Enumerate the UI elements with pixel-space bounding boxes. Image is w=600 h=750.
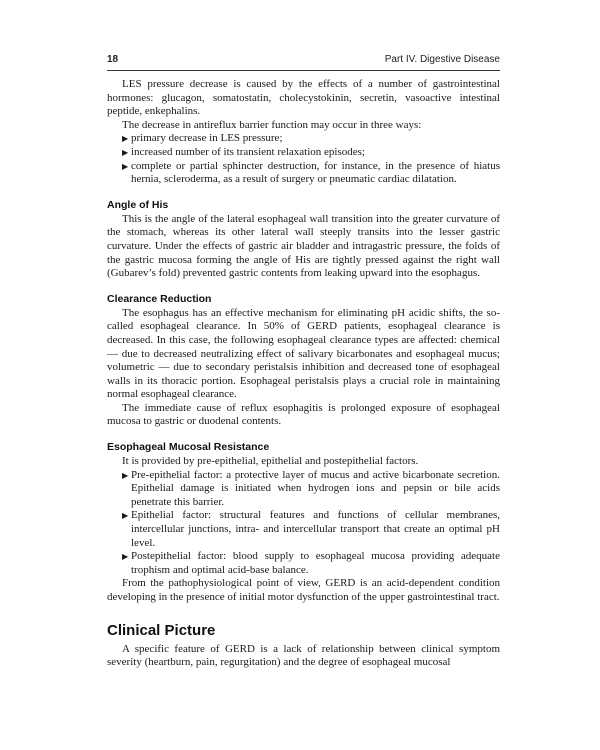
header-rule <box>107 70 500 71</box>
clearance-paragraph-cause: The immediate cause of reflux esophagitis is prolonged exposure of esophageal mucosa to gastric or duodenal contents. <box>107 401 500 428</box>
clearance-paragraph: The esophagus has an effective mechanism for eliminating pH acidic shifts, the so-called esophageal clearance. In 50% of GERD patients, esophageal clearance is decreased. In this case, the following esophageal clearance types are affected: chemical — due to decreased neutralizing effect of salivary bicarbonates and esophageal mucus; volumetric — due to secondary peristalsis inhibition and decreased tone of esophageal walls in its thoracic portion. Esophageal peristalsis plays a crucial role in maintaining normal esophageal clearance. <box>107 306 500 401</box>
section-heading-mucosal-resistance: Esophageal Mucosal Resistance <box>107 441 270 454</box>
list-item: ▶ increased number of its transient relaxation episodes; <box>122 145 365 158</box>
page-header <box>107 54 500 68</box>
running-head: Part IV. Digestive Disease <box>384 54 500 65</box>
list-item: ▶ primary decrease in LES pressure; <box>122 132 283 145</box>
mucosal-resistance-paragraph: It is provided by pre-epithelial, epithelial and postepithelial factors. <box>122 455 419 468</box>
angle-of-his-paragraph: This is the angle of the lateral esophageal wall transition into the greater curvature of the stomach, whereas its other lateral wall steeply transits into the lesser gastric curvature. Under the effects of gastric air bladder and intragastric pressure, the folds of the gastric mucosa forming the angle of His are tightly pressed against the right wall (Gubarev’s fold) prevented gastric contents from leaking upward into the esophagus. <box>107 212 500 280</box>
antireflux-bullet-list <box>107 132 500 186</box>
section-heading-clinical-picture: Clinical Picture <box>107 621 216 639</box>
triangle-bullet-icon: ▶ <box>122 161 129 171</box>
triangle-bullet-icon: ▶ <box>122 147 129 157</box>
resistance-factor-list <box>107 469 500 578</box>
section-heading-clearance-reduction: Clearance Reduction <box>107 292 212 305</box>
triangle-bullet-icon: ▶ <box>122 134 129 144</box>
page-body <box>107 78 500 670</box>
triangle-bullet-icon: ▶ <box>122 470 129 480</box>
list-item: ▶ Postepithelial factor: blood supply to esophageal mucosa providing adequate trophism and optimal acid-base balance. <box>122 550 500 576</box>
section-heading-angle-of-his: Angle of His <box>107 198 169 211</box>
triangle-bullet-icon: ▶ <box>122 511 129 521</box>
list-item: ▶ Pre-epithelial factor: a protective layer of mucus and active bicarbonate secretion. Epithelial damage is initiated when hydrogen ions and pepsin or bile acids penetrate this barrier. <box>122 468 500 508</box>
page-number: 18 <box>107 54 119 65</box>
triangle-bullet-icon: ▶ <box>122 552 129 562</box>
intro-paragraph-ways: The decrease in antireflux barrier function may occur in three ways: <box>122 118 422 131</box>
clinical-picture-paragraph: A specific feature of GERD is a lack of relationship between clinical symptom severity (heartburn, pain, regurgitation) and the degree of esophageal mucosal <box>107 642 500 669</box>
list-item: ▶ complete or partial sphincter destruction, for instance, in the presence of hiatus hernia, scleroderma, as a result of surgery or pneumatic cardiac dilatation. <box>122 159 500 186</box>
list-item: ▶ Epithelial factor: structural features and functions of cellular membranes, intercellular junctions, intra- and intercellular transport that create an optimal pH level. <box>122 509 500 549</box>
pathophysiology-paragraph: From the pathophysiological point of view, GERD is an acid-dependent condition developing in the presence of initial motor dysfunction of the upper gastrointestinal tract. <box>107 577 500 603</box>
intro-paragraph: LES pressure decrease is caused by the effects of a number of gastrointestinal hormones: glucagon, somatostatin, cholecystokinin, secretin, vasoactive intestinal peptide, enkephalins. <box>107 78 500 118</box>
